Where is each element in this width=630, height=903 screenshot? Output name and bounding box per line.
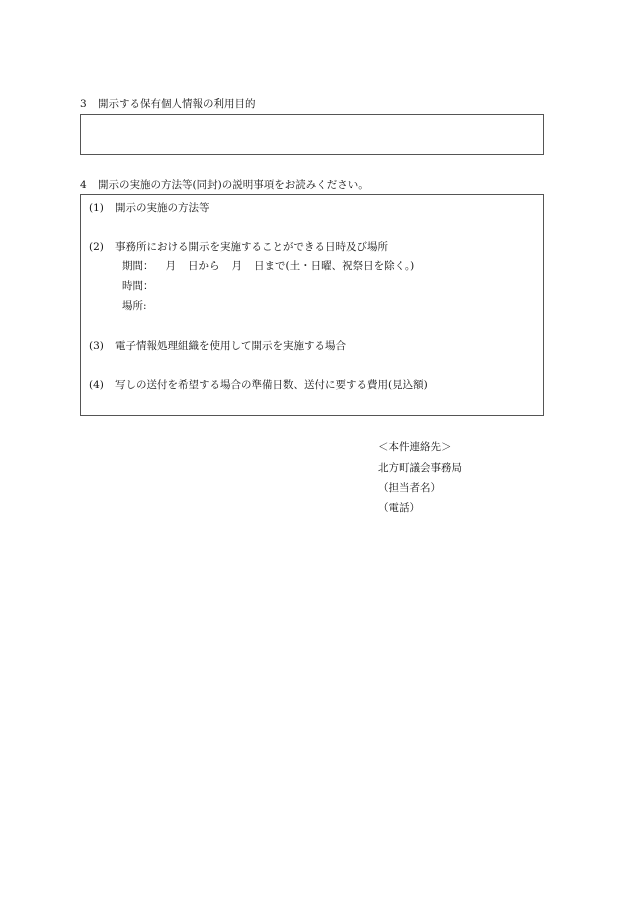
item-2-number: (2) [89, 241, 104, 253]
item-1-number: (1) [89, 202, 104, 214]
period-label: 期間： [122, 260, 154, 272]
period-day-until: 日まで(土・日曜、祝祭日を除く。) [254, 260, 415, 272]
contact-office: 北方町議会事務局 [378, 462, 462, 474]
section3-title: 開示する保有個人情報の利用目的 [98, 98, 256, 110]
item-1-text: 開示の実施の方法等 [115, 202, 210, 214]
item-3-number: (3) [89, 340, 104, 352]
section4-number: 4 [80, 179, 87, 191]
item-4 [89, 378, 428, 392]
section4-heading [80, 178, 369, 192]
item-4-number: (4) [89, 379, 104, 391]
period-month-to: 月 [231, 260, 242, 272]
section3-heading [80, 97, 256, 111]
period-day-from: 日から [188, 260, 220, 272]
place-line [122, 299, 147, 313]
item-2 [89, 240, 388, 254]
contact-person: （担当者名） [378, 482, 441, 494]
section3-number: 3 [80, 98, 87, 110]
item-3-text: 電子情報処理組織を使用して開示を実施する場合 [115, 340, 346, 352]
period-line [122, 259, 414, 273]
section4-title: 開示の実施の方法等(同封)の説明事項をお読みください。 [98, 179, 369, 191]
section3-purpose-box [80, 114, 544, 155]
place-label: 場所: [122, 300, 147, 312]
item-1 [89, 201, 210, 215]
time-label: 時間： [122, 280, 154, 292]
item-2-text: 事務所における開示を実施することができる日時及び場所 [115, 241, 388, 253]
contact-heading: ＜本件連絡先＞ [378, 441, 452, 453]
section4-explanation-box [80, 194, 544, 416]
period-month-from: 月 [165, 260, 176, 272]
item-4-text: 写しの送付を希望する場合の準備日数、送付に要する費用(見込額) [115, 379, 428, 391]
contact-phone: （電話） [378, 502, 420, 514]
item-3 [89, 339, 346, 353]
time-line [122, 279, 154, 293]
